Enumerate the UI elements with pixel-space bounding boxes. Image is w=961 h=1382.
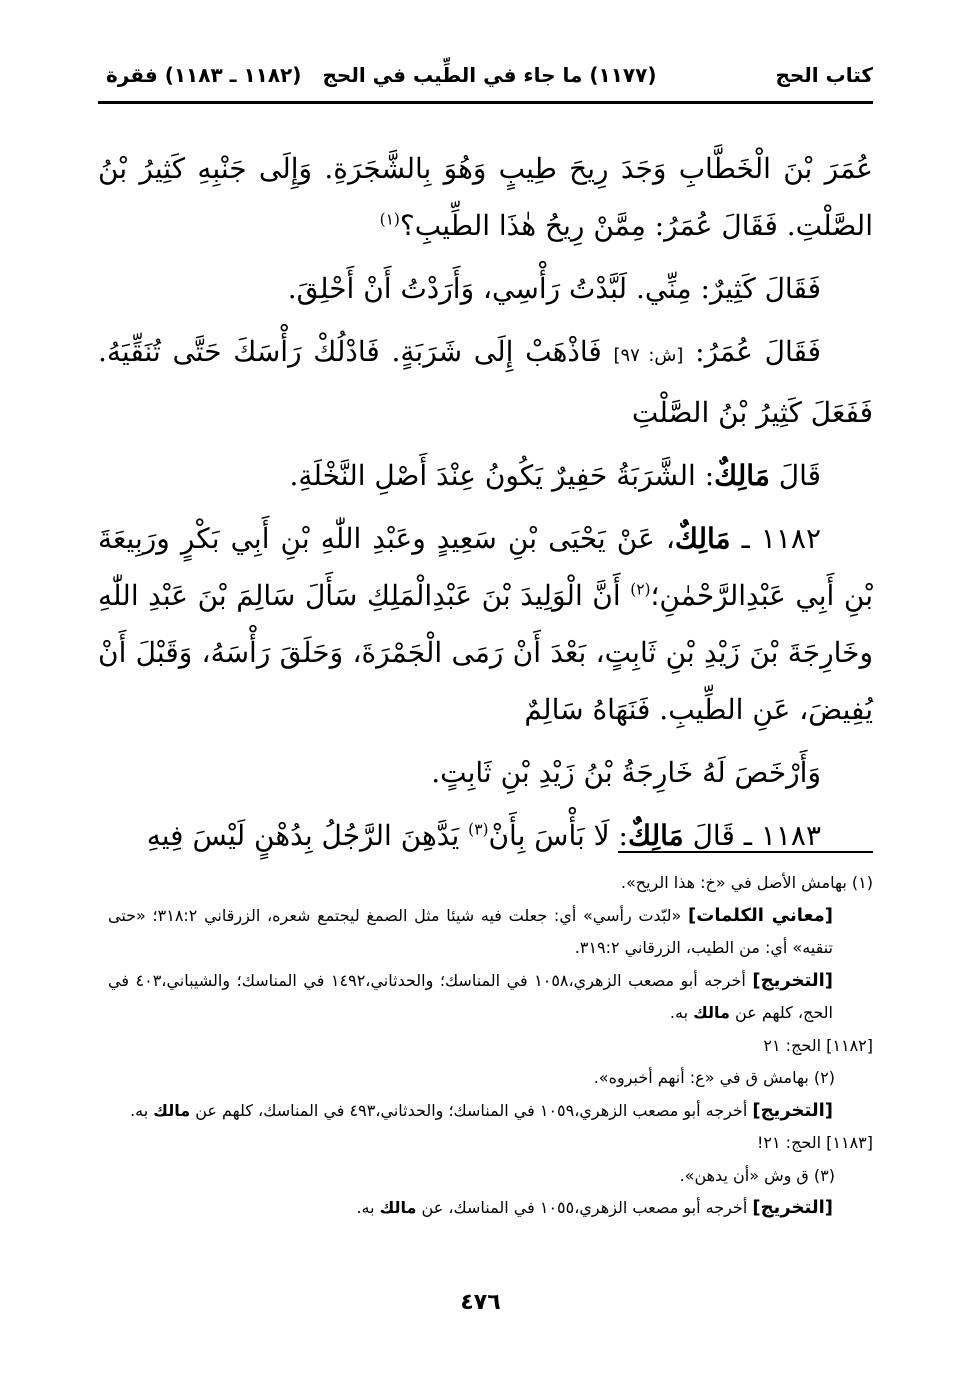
malik-name: مَالِكٌ <box>627 819 684 852</box>
hadith-1183: ١١٨٣ ـ قَالَ مَالِكٌ: لَا بَأْسَ بِأَنْ$^{(٣)}$ يَدَّهِنَ الرَّجُلُ بِدُهْنٍ لَيْسَ فِيهِ <box>146 819 821 852</box>
takhrij-note-2: [التخريج] أخرجه أبو مصعب الزهري،١٠٥٩ في المناسك؛ والحدثاني،٤٩٣ في المناسك، كلهم عن مالك به. <box>130 1099 833 1121</box>
paragraph: عُمَرَ بْنَ الْخَطَّابِ وَجَدَ رِيحَ طِيبٍ وَهُوَ بِالشَّجَرَةِ. وَإِلَى جَنْبِهِ كَثِيرُ بْنُ الصَّلْتِ. فَقَالَ عُمَرُ: مِمَّنْ رِيحُ هٰذَا الطِّيبِ؟$^{(١)}$ <box>98 152 873 242</box>
hadith-number: ١١٨٣ ـ <box>743 819 821 852</box>
footnote-marker: (٢) <box>630 580 651 599</box>
takhrij-note-3: [التخريج] أخرجه أبو مصعب الزهري،١٠٥٥ في المناسك، عن مالك به. <box>356 1197 833 1218</box>
paragraph: فَقَالَ كَثِيرٌ: مِنِّي. لَبَّدْتُ رَأْسِي، وَأَرَدْتُ أَنْ أَحْلِقَ. <box>287 272 821 305</box>
header-paragraph-range: (١١٨٢ ـ ١١٨٣) فقرة <box>106 63 302 87</box>
malik-name: مالك <box>693 1003 730 1022</box>
malik-name: مالك <box>379 1198 417 1217</box>
header-rule <box>98 101 873 104</box>
header-book-title: كتاب الحج <box>775 63 873 87</box>
main-text <box>98 140 873 870</box>
page-number: ٤٧٦ <box>460 1290 501 1315</box>
footnote-marker: (١) <box>379 210 400 229</box>
takhrij-label: [التخريج] <box>752 1099 833 1121</box>
paragraph: وَأَرْخَصَ لَهُ خَارِجَةُ بْنُ زَيْدِ بْنِ ثَابِتٍ. <box>431 756 821 789</box>
footnote-3: (٣) ق وش «أن يدهن». <box>679 1165 835 1185</box>
cross-reference-1183: [١١٨٣] الحج: ٢١! <box>756 1133 873 1152</box>
paragraph: قَالَ مَالِكٌ: الشَّرَبَةُ حَفِيرٌ يَكُونُ عِنْدَ أَصْلِ النَّخْلَةِ. <box>289 459 821 492</box>
malik-name: مَالِكٌ <box>714 459 770 492</box>
cross-reference-1182: [١١٨٢] الحج: ٢١ <box>763 1035 873 1055</box>
maani-note: [معاني الكلمات] «لبّدت رأسي» أي: جعلت فيه شيئا مثل الصمغ ليجتمع شعره، الزرقاني ٣١٨:٢؛ «حتى تنقيه» أي: من الطيب، الزرقاني ٣١٩:٢. <box>108 904 834 957</box>
footnote-rule <box>618 851 873 853</box>
paragraph: فَقَالَ عُمَرُ: [ش: ٩٧] فَاذْهَبْ إِلَى شَرَبَةٍ. فَادْلُكْ رَأْسَكَ حَتَّى تُنَقِّيَهُ. فَفَعَلَ كَثِيرُ بْنُ الصَّلْتِ <box>98 335 873 429</box>
hadith-number: ١١٨٢ ـ <box>741 522 821 555</box>
page-reference: [ش: ٩٧] <box>613 345 684 366</box>
footnote-2: (٢) بهامش ق في «ع: أنهم أخبروه». <box>593 1068 835 1087</box>
maani-label: [معاني الكلمات] <box>688 904 834 926</box>
takhrij-label: [التخريج] <box>752 1197 833 1218</box>
hadith-1182: ١١٨٢ ـ مَالِكٌ، عَنْ يَحْيَى بْنِ سَعِيدٍ وعَبْدِ اللّٰهِ بْنِ أَبِي بَكْرٍ ورَبِيعَةَ بْنِ أَبِي عَبْدِالرَّحْمٰنِ؛$^{(٢)}$ أَنَّ الْوَلِيدَ بْنَ عَبْدِالْمَلِكِ سَأَلَ سَالِمَ بْنَ عَبْدِ اللّٰهِ وخَارِجَةَ بْنَ زَيْدِ بْنِ ثَابِتٍ، بَعْدَ أَنْ رَمَى الْجَمْرَةَ، وَحَلَقَ رَأْسَهُ، وَقَبْلَ أَنْ يُفِيضَ، عَنِ الطِّيبِ. فَنَهَاهُ سَالِمٌ <box>98 522 873 726</box>
footnote-1: (١) بهامش الأصل في «خ: هذا الريح». <box>620 873 873 892</box>
header-chapter-title: (١١٧٧) ما جاء في الطِّيب في الحج <box>322 63 657 87</box>
malik-name: مَالِكٌ <box>674 522 731 555</box>
running-header <box>106 60 873 94</box>
takhrij-note-1: [التخريج] أخرجه أبو مصعب الزهري،١٠٥٨ في المناسك؛ والحدثاني،١٤٩٢ في المناسك؛ والشيباني،٤٠٣ في الحج، كلهم عن مالك به. <box>108 969 834 1022</box>
footnote-marker: (٣) <box>468 820 489 839</box>
footnotes <box>108 867 873 1225</box>
malik-name: مالك <box>153 1100 191 1120</box>
takhrij-label: [التخريج] <box>752 969 834 991</box>
